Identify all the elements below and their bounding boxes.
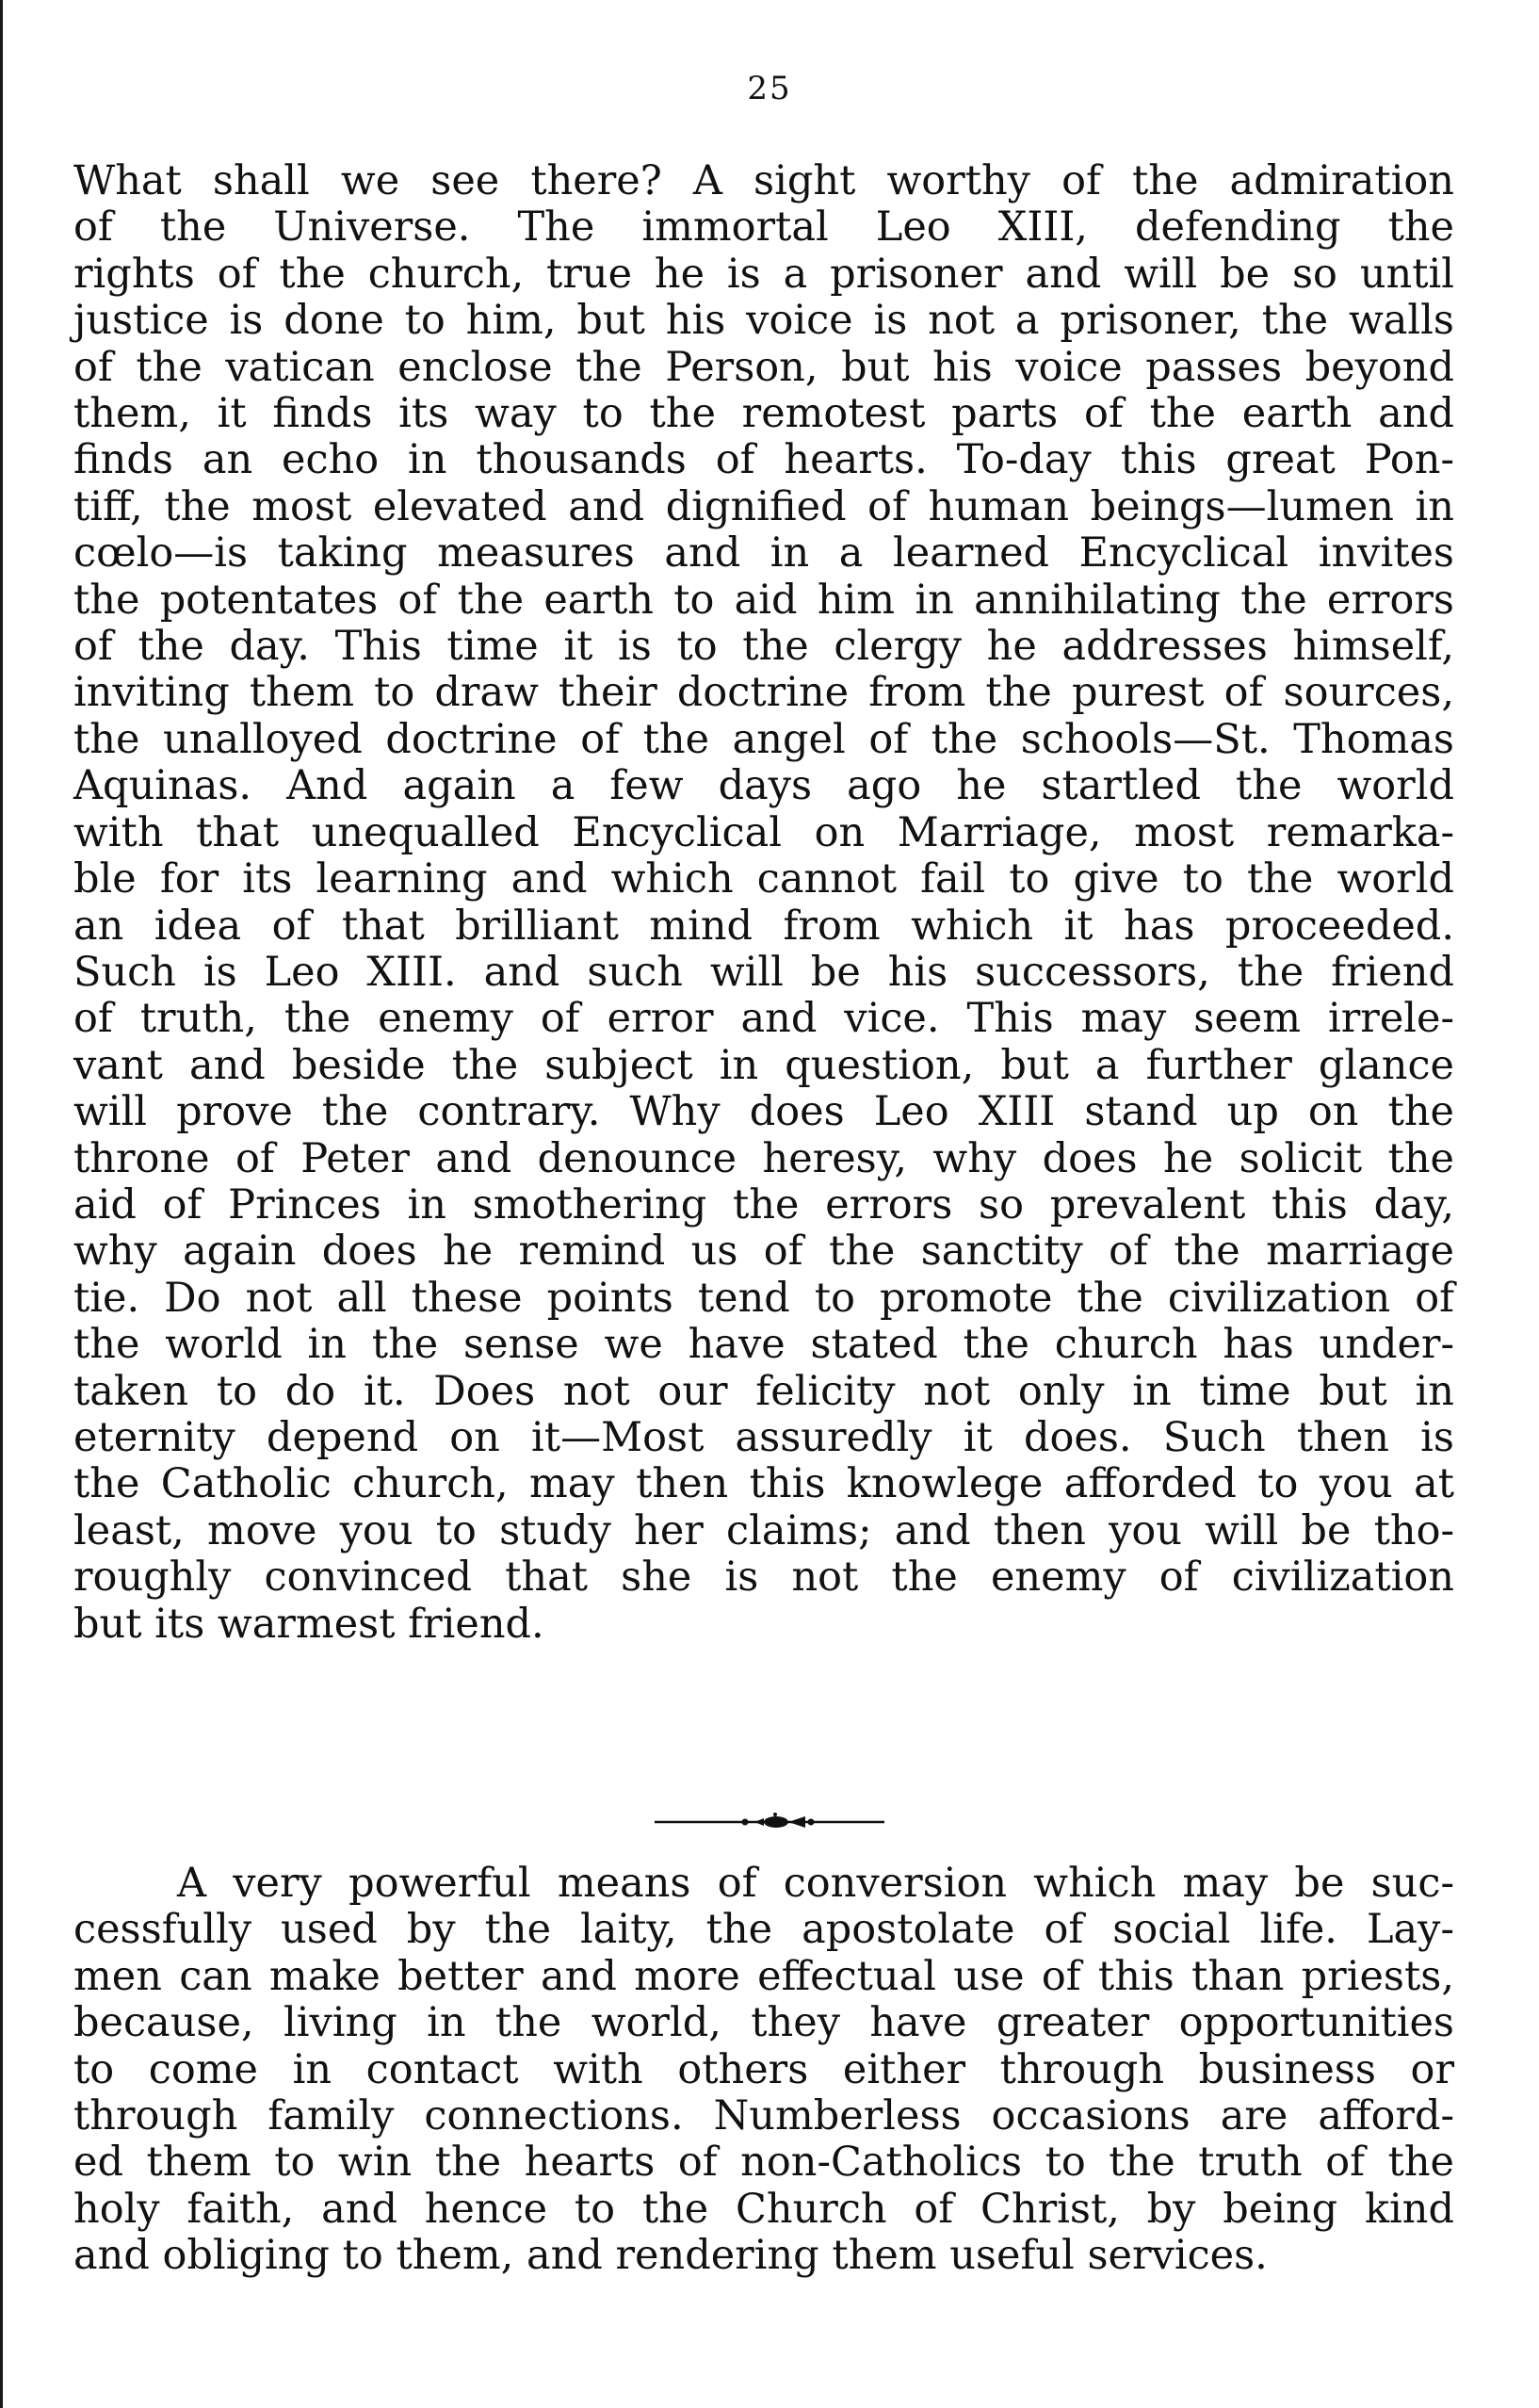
text-line: Such is Leo XIII. and such will be his successors, the friend: [73, 948, 1454, 996]
text-line: finds an echo in thousands of hearts. To-day this great Pon-: [73, 436, 1454, 484]
paragraph-leo-xiii: [73, 158, 1454, 1648]
text-line: of truth, the enemy of error and vice. This may seem irrele-: [73, 995, 1454, 1043]
text-line: ed them to win the hearts of non-Catholics to the truth of the: [73, 2139, 1454, 2187]
text-line: cœlo—is taking measures and in a learned Encyclical invites: [73, 529, 1454, 578]
text-line: tie. Do not all these points tend to promote the civilization of: [73, 1274, 1454, 1322]
text-line: the unalloyed doctrine of the angel of the schools—St. Thomas: [73, 715, 1454, 763]
text-line: What shall we see there? A sight worthy of the admiration: [73, 157, 1454, 204]
text-line: least, move you to study her claims; and then you will be tho-: [73, 1506, 1454, 1554]
text-line: of the vatican enclose the Person, but his voice passes beyond: [73, 343, 1454, 391]
text-line: taken to do it. Does not our felicity not only in time but in: [73, 1367, 1454, 1415]
text-line: Aquinas. And again a few days ago he startled the world: [73, 762, 1454, 810]
ornament-rule-icon: [655, 1811, 884, 1833]
text-line: the potentates of the earth to aid him in annihilating the errors: [73, 576, 1454, 624]
text-line: men can make better and more effectual use of this than priests,: [73, 1952, 1454, 2000]
text-line: holy faith, and hence to the Church of Christ, by being kind: [73, 2185, 1454, 2233]
text-line: with that unequalled Encyclical on Marriage, most remarka-: [73, 808, 1454, 856]
text-line: an idea of that brilliant mind from which it has proceeded.: [73, 902, 1454, 950]
text-line: eternity depend on it—Most assuredly it does. Such then is: [73, 1413, 1454, 1461]
text-line: the Catholic church, may then this knowlege afforded to you at: [73, 1460, 1454, 1508]
text-line: of the Universe. The immortal Leo XIII, defending the: [73, 203, 1454, 252]
text-line: ble for its learning and which cannot fail to give to the world: [73, 855, 1454, 903]
text-line: through family connections. Numberless occasions are afford-: [73, 2092, 1454, 2140]
text-line: A very powerful means of conversion which may be suc-: [177, 1860, 1454, 1907]
text-line: will prove the contrary. Why does Leo XIII stand up on the: [73, 1088, 1454, 1136]
page-edge: [0, 0, 3, 2408]
text-line: and obliging to them, and rendering them useful services.: [73, 2232, 1268, 2280]
text-line: of the day. This time it is to the clergy he addresses himself,: [73, 623, 1454, 671]
section-divider-ornament: [0, 1811, 1539, 1833]
text-line: inviting them to draw their doctrine from the purest of sources,: [73, 669, 1454, 717]
text-line: vant and beside the subject in question, but a further glance: [73, 1041, 1454, 1089]
text-line: aid of Princes in smothering the errors so prevalent this day,: [73, 1180, 1454, 1228]
text-line: rights of the church, true he is a prisoner and will be so until: [73, 250, 1454, 298]
text-line: throne of Peter and denounce heresy, why does he solicit the: [73, 1134, 1454, 1182]
text-line: but its warmest friend.: [73, 1600, 544, 1648]
text-line: justice is done to him, but his voice is not a prisoner, the walls: [73, 297, 1454, 345]
text-line: them, it finds its way to the remotest parts of the earth and: [73, 390, 1454, 438]
paragraph-apostolate: [73, 1861, 1454, 2280]
page-number: 25: [747, 70, 792, 107]
text-line: roughly convinced that she is not the enemy of civilization: [73, 1554, 1454, 1602]
text-line: cessfully used by the laity, the apostolate of social life. Lay-: [73, 1906, 1454, 1954]
text-line: the world in the sense we have stated the church has under-: [73, 1321, 1454, 1369]
text-line: why again does he remind us of the sanctity of the marriage: [73, 1228, 1454, 1276]
text-line: because, living in the world, they have greater opportunities: [73, 1999, 1454, 2047]
text-line: tiff, the most elevated and dignified of human beings—lumen in: [73, 482, 1454, 530]
text-line: to come in contact with others either through business or: [73, 2045, 1454, 2093]
